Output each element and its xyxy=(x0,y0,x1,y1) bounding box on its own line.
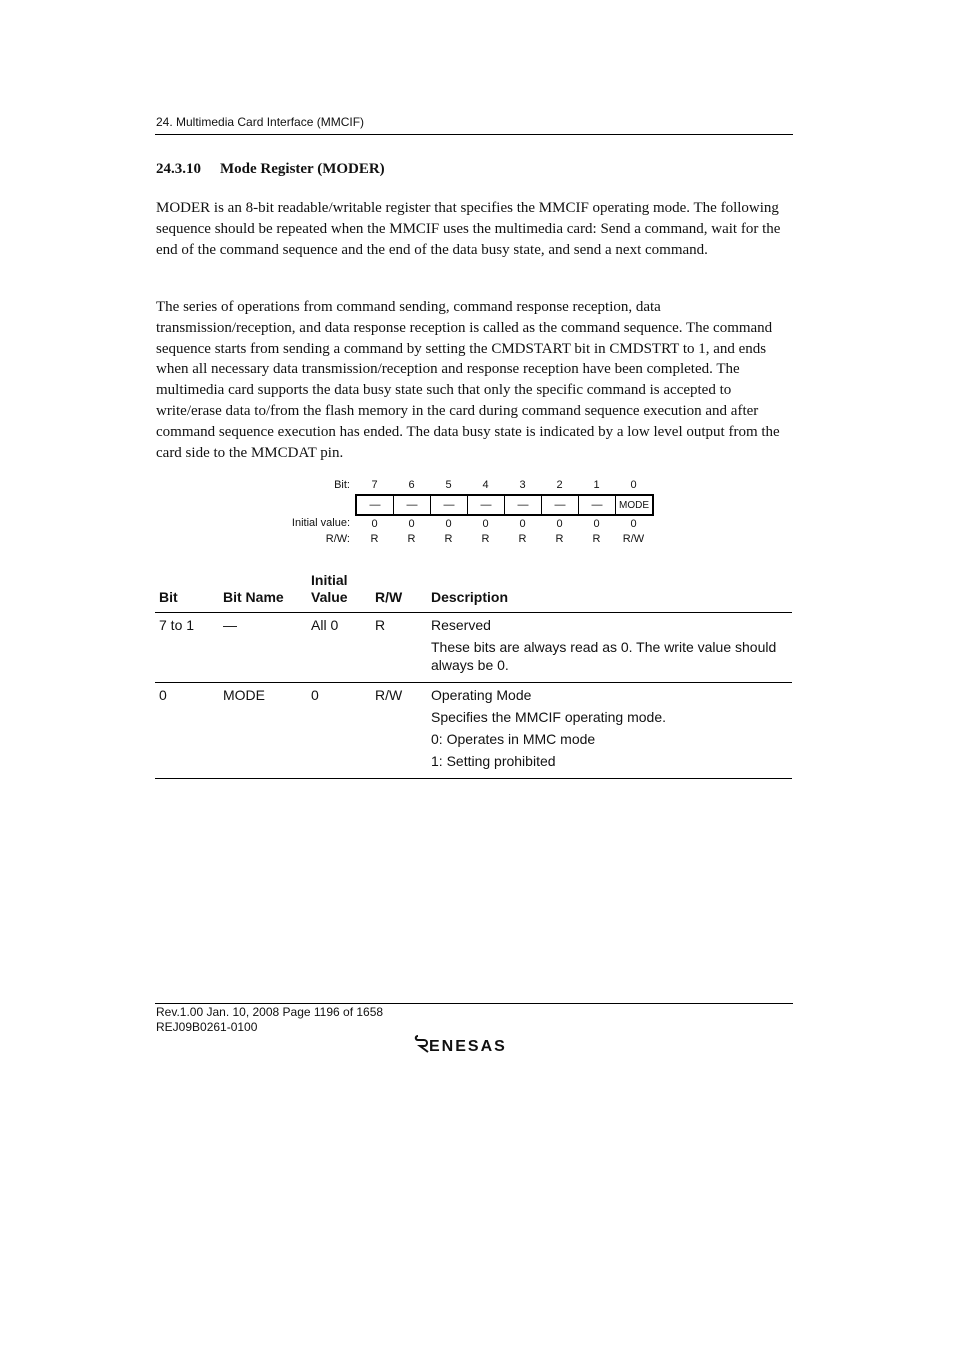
initial-value-label: Initial value: xyxy=(291,517,350,529)
bit-initial-value: 0 xyxy=(408,518,415,530)
bit-rw: R xyxy=(481,533,490,545)
bit-number: 3 xyxy=(519,479,526,491)
header-initial-value xyxy=(307,572,371,613)
bit-initial-value: 0 xyxy=(445,518,452,530)
bit-number: 4 xyxy=(482,479,489,491)
bit-number: 0 xyxy=(630,479,637,491)
description-line: These bits are always read as 0. The write value should always be 0. xyxy=(431,639,777,673)
section-number: 24.3.10 xyxy=(156,161,201,177)
bit-initial-value: 0 xyxy=(593,518,600,530)
bit-rw: R xyxy=(518,533,527,545)
cell-bit: 7 to 1 xyxy=(155,613,219,683)
bit-initial-value: 0 xyxy=(556,518,563,530)
renesas-logo-mark xyxy=(414,1033,534,1055)
description-line: Reserved xyxy=(431,617,491,633)
cell-rw: R/W xyxy=(371,683,427,779)
bit-number: 1 xyxy=(593,479,600,491)
bit-number: 2 xyxy=(556,479,563,491)
bit-name-cell: — xyxy=(541,494,578,516)
bit-rw: R xyxy=(444,533,453,545)
footer-revision: Rev.1.00 Jan. 10, 2008 Page 1196 of 1658 xyxy=(156,1005,384,1019)
bit-number: 6 xyxy=(408,479,415,491)
bit-initial-value: 0 xyxy=(371,518,378,530)
cell-bit: 0 xyxy=(155,683,219,779)
svg-text:ENESAS: ENESAS xyxy=(429,1038,507,1055)
header-bit-name: Bit Name xyxy=(219,572,307,613)
table-row xyxy=(155,613,792,683)
running-header: 24. Multimedia Card Interface (MMCIF) xyxy=(156,115,365,129)
paragraph-1: MODER is an 8-bit readable/writable register that specifies the MMCIF operating mode. The following sequence should be repeated when the MMCIF uses the multimedia card: Send a command, wait for the end of the command sequence and the end of the data busy state, and send a next command. xyxy=(156,200,781,258)
header-rule xyxy=(155,134,793,135)
cell-description xyxy=(427,613,792,683)
description-line: 1: Setting prohibited xyxy=(431,753,556,769)
table-row xyxy=(155,683,792,779)
renesas-logo xyxy=(414,1033,534,1060)
bit-label: Bit: xyxy=(334,479,350,491)
bit-name-cell: — xyxy=(430,494,467,516)
cell-rw: R xyxy=(371,613,427,683)
header-rw: R/W xyxy=(371,572,427,613)
bit-initial-value: 0 xyxy=(630,518,637,530)
bit-number: 5 xyxy=(445,479,452,491)
bit-number: 7 xyxy=(371,479,378,491)
description-line: 0: Operates in MMC mode xyxy=(431,731,596,747)
header-initial-line1: Initial xyxy=(311,572,348,588)
cell-bit-name: — xyxy=(219,613,307,683)
bit-name-cell: — xyxy=(393,494,430,516)
cell-initial-value: All 0 xyxy=(307,613,371,683)
table-header-row xyxy=(155,572,792,613)
rw-label: R/W: xyxy=(325,533,350,545)
page-footer xyxy=(156,1005,383,1035)
bit-description-table xyxy=(155,572,792,779)
bit-rw: R xyxy=(592,533,601,545)
bit-name-cell: — xyxy=(578,494,615,516)
cell-bit-name: MODE xyxy=(219,683,307,779)
description-line: Operating Mode xyxy=(431,687,532,703)
cell-initial-value: 0 xyxy=(307,683,371,779)
footer-document-number: REJ09B0261-0100 xyxy=(156,1020,258,1034)
header-bit: Bit xyxy=(155,572,219,613)
section-title xyxy=(156,161,385,178)
header-description: Description xyxy=(427,572,792,613)
section-heading: Mode Register (MODER) xyxy=(220,161,385,177)
bit-name-cell: — xyxy=(504,494,541,516)
bit-name-cell: — xyxy=(355,494,393,516)
bit-initial-value: 0 xyxy=(519,518,526,530)
bit-rw: R xyxy=(555,533,564,545)
bit-name-cell: — xyxy=(467,494,504,516)
register-diagram xyxy=(0,0,954,560)
bit-rw: R xyxy=(370,533,379,545)
cell-description xyxy=(427,683,792,779)
bit-rw: R xyxy=(407,533,416,545)
description-line: Specifies the MMCIF operating mode. xyxy=(431,709,666,725)
bit-rw: R/W xyxy=(622,533,645,545)
footer-rule xyxy=(155,1003,793,1004)
header-initial-line2: Value xyxy=(311,589,348,605)
bit-initial-value: 0 xyxy=(482,518,489,530)
bit-name-cell: MODE xyxy=(615,494,654,516)
paragraph-2: The series of operations from command sending, command response reception, data transmission/reception, and data response reception is called as the command sequence. The command sequence starts from sending a command by setting the CMDSTART bit in CMDSTRT to 1, and ends when all necessary data transmission/reception and response reception have been completed. The multimedia card supports the data busy state such that only the specific command is accepted to write/erase data to/from the flash memory in the card during command sequence execution and after command sequence execution has ended. The data busy state is indicated by a low level output from the card side to the MMCDAT pin. xyxy=(156,299,780,461)
